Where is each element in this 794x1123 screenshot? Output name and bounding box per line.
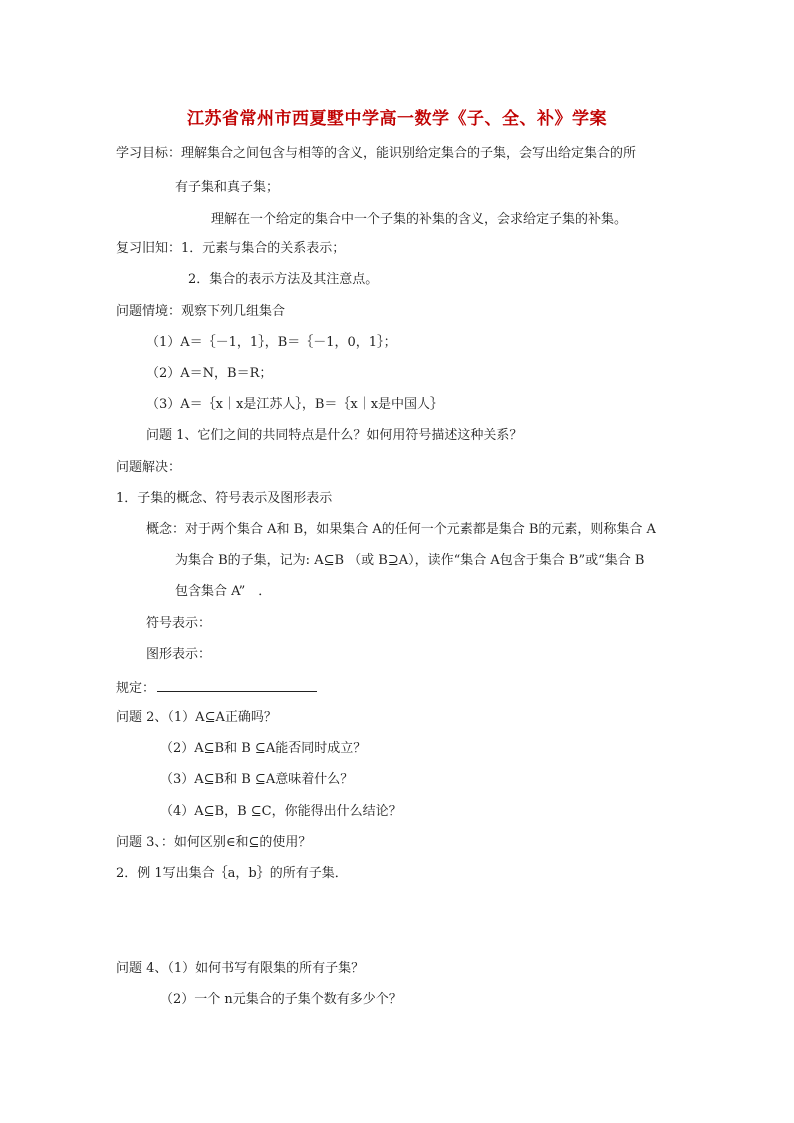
goals-text-1: 理解集合之间包含与相等的含义，能识别给定集合的子集，会写出给定集合的所 — [181, 146, 637, 161]
question-4-item-2: （2）一个 n元集合的子集个数有多少个？ — [160, 992, 402, 1007]
goals-label: 学习目标： — [116, 146, 182, 161]
review-item-1: 1．元素与集合的关系表示； — [181, 241, 346, 256]
graph-label: 图形表示： — [146, 647, 212, 662]
situation-item-3: （3）A＝｛x｜x是江苏人｝，B＝｛x｜x是中国人｝ — [146, 397, 444, 412]
section-1-heading: 1．子集的概念、符号表示及图形表示 — [116, 491, 333, 506]
concept-line-3: 包含集合 A” ． — [175, 584, 272, 599]
question-3: 问题 3、：如何区别∈和⊆的使用？ — [116, 835, 312, 850]
situation-item-1: （1）A＝｛－1，1｝，B＝｛－1，0，1｝； — [146, 335, 397, 350]
question-1: 问题 1、它们之间的共同特点是什么？如何用符号描述这种关系？ — [146, 428, 523, 443]
situation-item-2: （2）A＝N，B＝R； — [146, 366, 273, 381]
goals-line-1 — [116, 146, 636, 162]
solve-label: 问题解决： — [116, 460, 182, 475]
situation-text: 观察下列几组集合 — [181, 304, 286, 319]
question-2-item-3: （3）A⊆B和 B ⊆A意味着什么？ — [160, 772, 354, 787]
example-1: 2．例 1写出集合｛a，b｝的所有子集． — [116, 866, 348, 881]
situation-label: 问题情境： — [116, 304, 182, 319]
question-2-item-2: （2）A⊆B和 B ⊆A能否同时成立？ — [160, 741, 367, 756]
concept-line-1: 概念：对于两个集合 A和 B，如果集合 A的任何一个元素都是集合 B的元素，则称集合 A — [146, 522, 656, 537]
concept-line-2: 为集合 B的子集，记为: A⊆B （或 B⊇A），读作“集合 A包含于集合 B”或“集合 B — [175, 553, 645, 568]
question-4-item-1: 问题 4、（1）如何书写有限集的所有子集？ — [116, 961, 365, 976]
review-line-1 — [116, 241, 345, 257]
rule-label: 规定： — [116, 681, 156, 696]
goals-line-2: 有子集和真子集； — [175, 180, 280, 195]
question-2-item-1: （1）A⊆A正确吗？ — [167, 710, 277, 725]
situation-line — [116, 304, 285, 320]
rule-blank — [157, 679, 317, 692]
rule-line — [116, 679, 317, 697]
question-2-line-1 — [116, 710, 277, 726]
review-label: 复习旧知： — [116, 241, 182, 256]
question-2-label: 问题 2、 — [116, 710, 168, 725]
symbol-label: 符号表示： — [146, 616, 212, 631]
goals-line-3: 理解在一个给定的集合中一个子集的补集的含义，会求给定子集的补集。 — [211, 212, 628, 227]
question-2-item-4: （4）A⊆B，B ⊆C，你能得出什么结论？ — [160, 804, 402, 819]
review-item-2: 2．集合的表示方法及其注意点。 — [188, 272, 379, 287]
document-title: 江苏省常州市西夏墅中学高一数学《子、全、补》学案 — [187, 109, 607, 129]
